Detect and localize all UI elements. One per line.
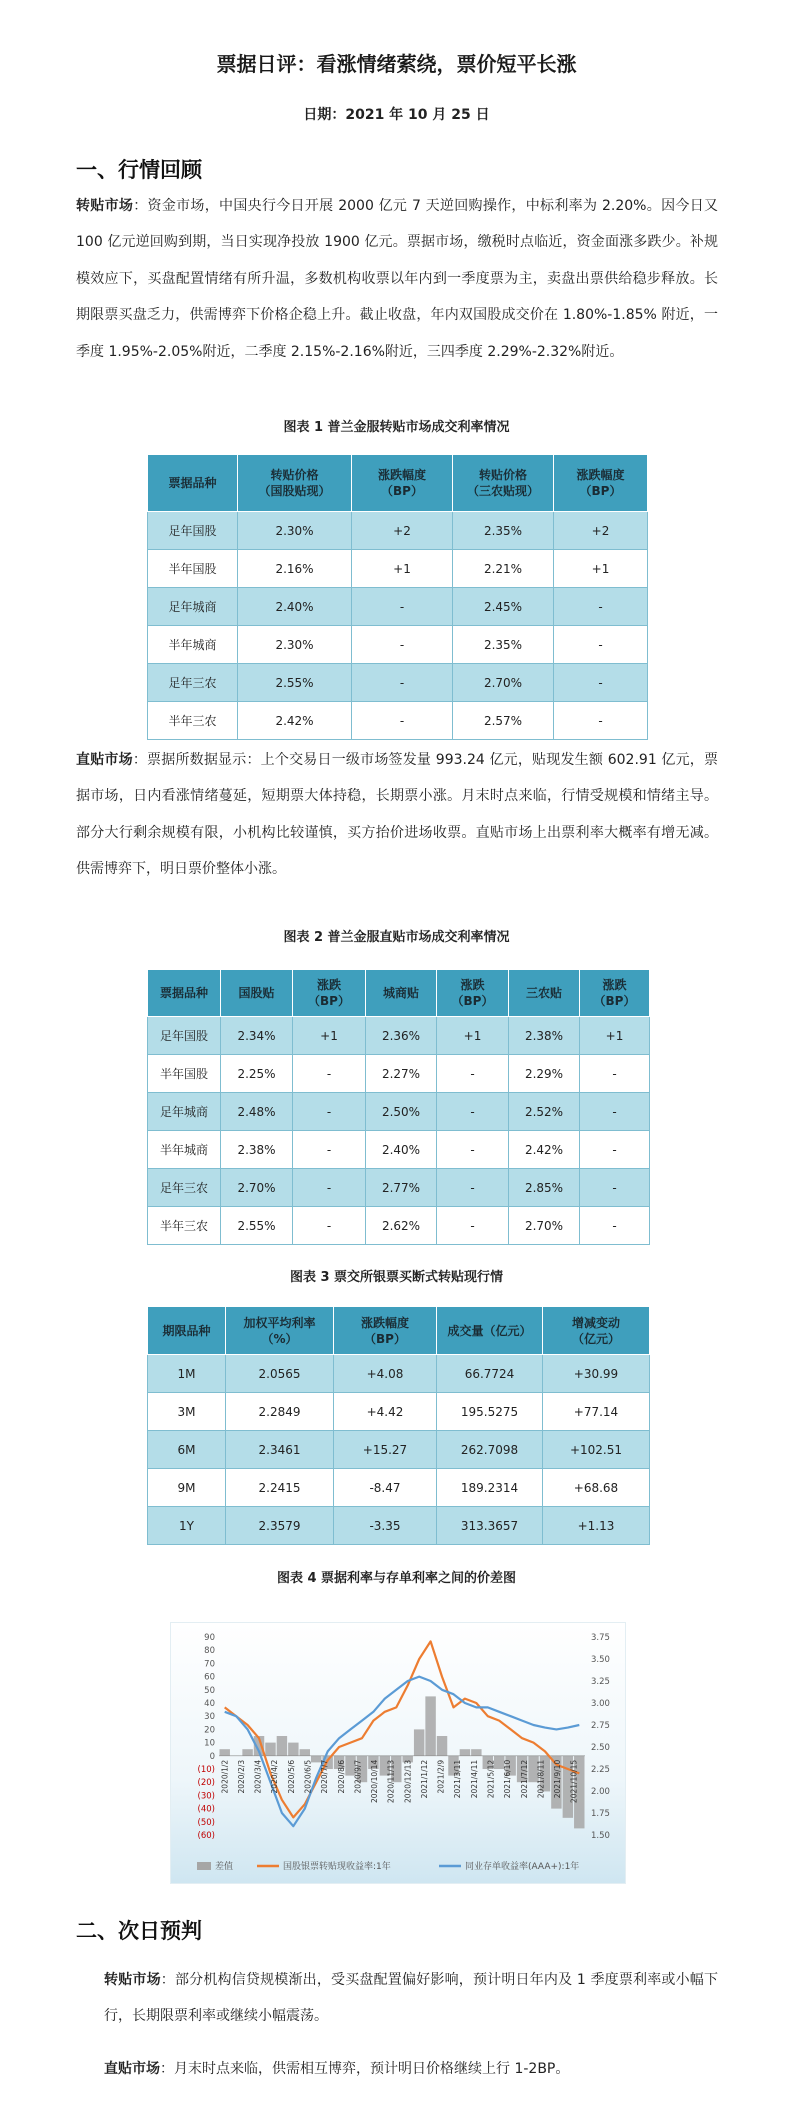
table-cell: - [437, 1207, 509, 1245]
table-cell: - [554, 626, 648, 664]
x-axis-tick: 2020/4/2 [270, 1759, 280, 1794]
table-row [148, 1355, 650, 1393]
text-direct-market: ：票据所数据显示：上个交易日一级市场签发量 993.24 亿元，贴现发生额 602.91 亿元，票据市场，日内看涨情绪蔓延，短期票大体持稳，长期票小涨。月末时点来临，行情受规模和情绪主导。部分大行剩余规模有限，小机构比较谨慎，买方抬价进场收票。直贴市场上出票利率大概率有增无减。供需博弈下，明日票价整体小涨。 [76, 752, 718, 878]
left-axis-tick: 0 [209, 1751, 215, 1762]
right-axis-tick: 2.50 [591, 1743, 610, 1753]
table-row [148, 1017, 650, 1055]
left-axis-tick: 50 [204, 1685, 215, 1696]
label-forecast-direct: 直贴市场 [104, 2061, 160, 2077]
table-cell: 2.0565 [226, 1355, 334, 1393]
chart-caption: 图表 4 票据利率与存单利率之间的价差图 [276, 1571, 517, 1586]
table-cell: 半年城商 [148, 626, 238, 664]
spread-bar [437, 1736, 447, 1756]
table-cell: 3M [148, 1393, 226, 1431]
table-cell: +4.42 [334, 1393, 437, 1431]
table-cell: - [580, 1131, 650, 1169]
left-axis-tick: 60 [204, 1672, 215, 1683]
table-cell: +2 [352, 512, 453, 550]
table-row [148, 1507, 650, 1545]
table-row [148, 1469, 650, 1507]
table-header-row [148, 455, 648, 512]
left-axis-tick: 90 [204, 1633, 215, 1643]
table-cell: - [293, 1093, 366, 1131]
table-row [148, 550, 648, 588]
table-cell: 1Y [148, 1507, 226, 1545]
table-header-cell: 增减变动 （亿元） [543, 1307, 650, 1355]
x-axis-tick: 2021/2/9 [436, 1759, 446, 1794]
left-axis-tick: 10 [204, 1738, 215, 1749]
table-header-cell: 涨跌幅度 （BP） [352, 455, 453, 512]
table-cell: 2.55% [221, 1207, 293, 1245]
right-axis-tick: 1.50 [591, 1831, 610, 1841]
table-cell: +1 [437, 1017, 509, 1055]
spread-bar [425, 1696, 435, 1755]
table-cell: +68.68 [543, 1469, 650, 1507]
table-cell: 足年城商 [148, 1093, 221, 1131]
table-cell: 313.3657 [437, 1507, 543, 1545]
report-date: 日期：2021 年 10 月 25 日 [303, 107, 490, 123]
table-cell: - [580, 1093, 650, 1131]
x-axis-tick: 2021/10/15 [569, 1759, 579, 1804]
table-cell: 2.48% [221, 1093, 293, 1131]
table-cell: 2.55% [238, 664, 352, 702]
spread-bar [460, 1749, 470, 1756]
x-axis-tick: 2021/8/11 [536, 1759, 546, 1799]
spread-bar [242, 1749, 252, 1756]
x-axis-tick: 2021/9/10 [553, 1759, 562, 1799]
table-cell: 2.35% [453, 512, 554, 550]
left-axis-tick: (20) [197, 1778, 215, 1789]
table-cell: -3.35 [334, 1507, 437, 1545]
table-cell: - [293, 1207, 366, 1245]
table-header-cell: 城商贴 [366, 970, 437, 1017]
spread-bar [277, 1736, 287, 1756]
table-cell: 2.50% [366, 1093, 437, 1131]
table-cell: 半年三农 [148, 702, 238, 740]
text-transfer-market: ：资金市场，中国央行今日开展 2000 亿元 7 天逆回购操作，中标利率为 2.20%。因今日又 100 亿元逆回购到期，当日实现净投放 1900 亿元。票据市场，缴税时点临近，资金面涨多跌少。补规模效应下，买盘配置情绪有所升温，多数机构收票以年内到一季度票为主，卖盘出票供给稳步释放。长期限票买盘乏力，供需博弈下价格企稳上升。截止收盘，年内双国股成交价在 1.80%-1.85% 附近，一季度 1.95%-2.05%附近，二季度 2.15%-2.16%附近，三四季度 2.29%-2.32%附近。 [76, 198, 719, 360]
left-axis-tick: 80 [204, 1646, 215, 1657]
table-cell: 2.42% [509, 1131, 580, 1169]
table-row [148, 1093, 650, 1131]
table-header-cell: 转贴价格 （国股贴现） [238, 455, 352, 512]
spread-bar [265, 1743, 275, 1756]
x-axis-tick: 2020/12/13 [403, 1759, 413, 1804]
left-axis-tick: 30 [204, 1712, 215, 1723]
x-axis-tick: 2020/5/6 [286, 1759, 296, 1794]
spread-bar [288, 1743, 298, 1756]
right-axis-tick: 2.00 [591, 1787, 610, 1797]
table-cell: 2.38% [221, 1131, 293, 1169]
table-cell: 半年国股 [148, 550, 238, 588]
x-axis-tick: 2021/7/12 [519, 1759, 529, 1799]
table-cell: 足年国股 [148, 512, 238, 550]
legend-label-cd: 同业存单收益率(AAA+):1年 [465, 1862, 580, 1872]
legend-label-spread: 差值 [215, 1862, 234, 1872]
right-axis-tick: 3.25 [591, 1677, 610, 1687]
table-cell: 195.5275 [437, 1393, 543, 1431]
table3-caption: 图表 3 票交所银票买断式转贴现行情 [289, 1270, 504, 1285]
spread-chart-svg [171, 1623, 627, 1885]
table-cell: +1 [352, 550, 453, 588]
table-cell: 189.2314 [437, 1469, 543, 1507]
label-transfer-market: 转贴市场 [76, 198, 134, 214]
table-cell: +15.27 [334, 1431, 437, 1469]
table-cell: 2.70% [509, 1207, 580, 1245]
left-axis-tick: 20 [204, 1725, 215, 1736]
table-header-row [148, 970, 650, 1017]
table-cell: 2.21% [453, 550, 554, 588]
table-direct-rates [147, 969, 650, 1245]
table-header-cell: 涨跌 （BP） [437, 970, 509, 1017]
spread-bar [471, 1749, 481, 1756]
table-cell: +102.51 [543, 1431, 650, 1469]
legend-swatch-spread [197, 1862, 211, 1870]
x-axis-tick: 2021/4/11 [469, 1759, 479, 1799]
paragraph-transfer-market [76, 188, 718, 370]
spread-bar [300, 1749, 310, 1756]
table-cell: 2.42% [238, 702, 352, 740]
table-row [148, 702, 648, 740]
table-cell: 半年三农 [148, 1207, 221, 1245]
table-row [148, 1169, 650, 1207]
table-cell: 足年三农 [148, 664, 238, 702]
table-cell: +1 [580, 1017, 650, 1055]
x-axis-tick: 2020/9/7 [353, 1759, 363, 1794]
table-header-cell: 成交量（亿元） [437, 1307, 543, 1355]
table-cell: 2.70% [221, 1169, 293, 1207]
table-cell: 2.40% [366, 1131, 437, 1169]
paragraph-direct-market [76, 742, 718, 888]
table-cell: 2.70% [453, 664, 554, 702]
table-header-cell: 涨跌 （BP） [580, 970, 650, 1017]
table-cell: - [580, 1055, 650, 1093]
table-cell: - [352, 588, 453, 626]
paragraph-forecast-direct [76, 2051, 718, 2087]
table-cell: +77.14 [543, 1393, 650, 1431]
table-cell: +4.08 [334, 1355, 437, 1393]
table-exchange-rates [147, 1306, 650, 1545]
x-axis-tick: 2021/6/10 [503, 1759, 513, 1799]
table-header-cell: 涨跌 （BP） [293, 970, 366, 1017]
table-cell: 262.7098 [437, 1431, 543, 1469]
table-cell: 66.7724 [437, 1355, 543, 1393]
table-cell: 2.40% [238, 588, 352, 626]
table-cell: 9M [148, 1469, 226, 1507]
table-cell: 6M [148, 1431, 226, 1469]
label-forecast-transfer: 转贴市场 [104, 1972, 161, 1988]
table-cell: 2.38% [509, 1017, 580, 1055]
table1-caption: 图表 1 普兰金服转贴市场成交利率情况 [283, 420, 510, 435]
page-title: 票据日评：看涨情绪萦绕，票价短平长涨 [216, 52, 577, 76]
table-cell: 2.35% [453, 626, 554, 664]
table-row [148, 1131, 650, 1169]
table-cell: 2.16% [238, 550, 352, 588]
table-row [148, 588, 648, 626]
table-row [148, 626, 648, 664]
legend-label-bill: 国股银票转贴现收益率:1年 [283, 1862, 391, 1872]
table-cell: 2.29% [509, 1055, 580, 1093]
label-direct-market: 直贴市场 [76, 752, 133, 768]
table-row [148, 512, 648, 550]
table-cell: 2.36% [366, 1017, 437, 1055]
table-transfer-rates [147, 454, 648, 740]
paragraph-forecast-transfer [76, 1962, 718, 2035]
table-header-cell: 涨跌幅度 （BP） [554, 455, 648, 512]
table-cell: 足年三农 [148, 1169, 221, 1207]
table2-caption: 图表 2 普兰金服直贴市场成交利率情况 [283, 930, 510, 945]
table-cell: 2.2415 [226, 1469, 334, 1507]
x-axis-tick: 2020/8/6 [336, 1759, 346, 1794]
table-cell: - [293, 1055, 366, 1093]
left-axis-tick: 70 [204, 1659, 215, 1670]
table-row [148, 1431, 650, 1469]
left-axis-tick: (60) [197, 1831, 215, 1841]
table-cell: - [580, 1169, 650, 1207]
table-cell: 足年城商 [148, 588, 238, 626]
left-axis-tick: (10) [197, 1765, 215, 1775]
table-header-cell: 期限品种 [148, 1307, 226, 1355]
table-row [148, 1207, 650, 1245]
spread-bar [220, 1749, 230, 1756]
left-axis-tick: 40 [204, 1699, 215, 1709]
x-axis-tick: 2020/6/5 [303, 1759, 313, 1794]
table-header-cell: 涨跌幅度 （BP） [334, 1307, 437, 1355]
x-axis-tick: 2020/2/3 [237, 1759, 246, 1794]
x-axis-tick: 2021/3/11 [453, 1759, 463, 1799]
table-cell: +1 [554, 550, 648, 588]
table-cell: - [580, 1207, 650, 1245]
table-cell: 半年城商 [148, 1131, 221, 1169]
text-forecast-transfer: ：部分机构信贷规模渐出，受买盘配置偏好影响，预计明日年内及 1 季度票利率或小幅下行，长期限票利率或继续小幅震荡。 [104, 1972, 718, 2025]
table-cell: - [352, 626, 453, 664]
x-axis-tick: 2020/7/7 [320, 1759, 330, 1794]
x-axis-tick: 2020/3/4 [253, 1759, 263, 1794]
table-cell: 2.85% [509, 1169, 580, 1207]
text-forecast-direct: ：月末时点来临，供需相互博弈，预计明日价格继续上行 1-2BP。 [160, 2061, 570, 2077]
table-header-cell: 转贴价格 （三农贴现） [453, 455, 554, 512]
table-row [148, 1393, 650, 1431]
table-cell: +1.13 [543, 1507, 650, 1545]
table-cell: 2.34% [221, 1017, 293, 1055]
table-header-row [148, 1307, 650, 1355]
left-axis-tick: (30) [197, 1791, 215, 1802]
x-axis-tick: 2020/1/2 [220, 1759, 230, 1794]
x-axis-tick: 2020/10/14 [370, 1759, 379, 1803]
table-cell: 2.77% [366, 1169, 437, 1207]
table-header-cell: 票据品种 [148, 970, 221, 1017]
right-axis-tick: 1.75 [591, 1809, 610, 1819]
spread-bar [414, 1729, 424, 1755]
table-cell: 2.25% [221, 1055, 293, 1093]
table-cell: - [293, 1131, 366, 1169]
table-row [148, 664, 648, 702]
table-cell: - [293, 1169, 366, 1207]
table-cell: 1M [148, 1355, 226, 1393]
table-cell: 足年国股 [148, 1017, 221, 1055]
table-cell: 2.57% [453, 702, 554, 740]
section-heading-review: 一、行情回顾 [76, 158, 202, 182]
table-cell: 2.30% [238, 626, 352, 664]
table-cell: - [437, 1169, 509, 1207]
table-cell: 2.3579 [226, 1507, 334, 1545]
right-axis-tick: 2.75 [591, 1721, 610, 1731]
table-cell: 2.52% [509, 1093, 580, 1131]
left-axis-tick: (50) [197, 1817, 215, 1828]
right-axis-tick: 2.25 [591, 1765, 610, 1775]
table-cell: -8.47 [334, 1469, 437, 1507]
left-axis-tick: (40) [197, 1804, 215, 1815]
section-heading-forecast: 二、次日预判 [76, 1919, 202, 1943]
table-cell: +1 [293, 1017, 366, 1055]
table-cell: +30.99 [543, 1355, 650, 1393]
table-header-cell: 三农贴 [509, 970, 580, 1017]
table-row [148, 1055, 650, 1093]
table-cell: - [554, 588, 648, 626]
right-axis-tick: 3.75 [591, 1633, 610, 1643]
table-header-cell: 票据品种 [148, 455, 238, 512]
right-axis-tick: 3.00 [591, 1699, 610, 1709]
table-cell: +2 [554, 512, 648, 550]
table-cell: - [437, 1055, 509, 1093]
table-cell: 2.62% [366, 1207, 437, 1245]
table-cell: - [352, 664, 453, 702]
x-axis-tick: 2021/1/12 [420, 1759, 429, 1799]
table-cell: 2.30% [238, 512, 352, 550]
table-cell: - [437, 1131, 509, 1169]
table-cell: 2.45% [453, 588, 554, 626]
table-cell: 2.2849 [226, 1393, 334, 1431]
table-header-cell: 加权平均利率 （%） [226, 1307, 334, 1355]
spread-chart [170, 1622, 626, 1884]
x-axis-tick: 2020/11/13 [386, 1759, 396, 1804]
table-cell: - [554, 702, 648, 740]
table-cell: - [554, 664, 648, 702]
table-header-cell: 国股贴 [221, 970, 293, 1017]
table-cell: 2.27% [366, 1055, 437, 1093]
table-cell: 2.3461 [226, 1431, 334, 1469]
table-cell: - [352, 702, 453, 740]
table-cell: 半年国股 [148, 1055, 221, 1093]
right-axis-tick: 3.50 [591, 1655, 610, 1665]
table-cell: - [437, 1093, 509, 1131]
x-axis-tick: 2021/5/12 [486, 1759, 496, 1799]
